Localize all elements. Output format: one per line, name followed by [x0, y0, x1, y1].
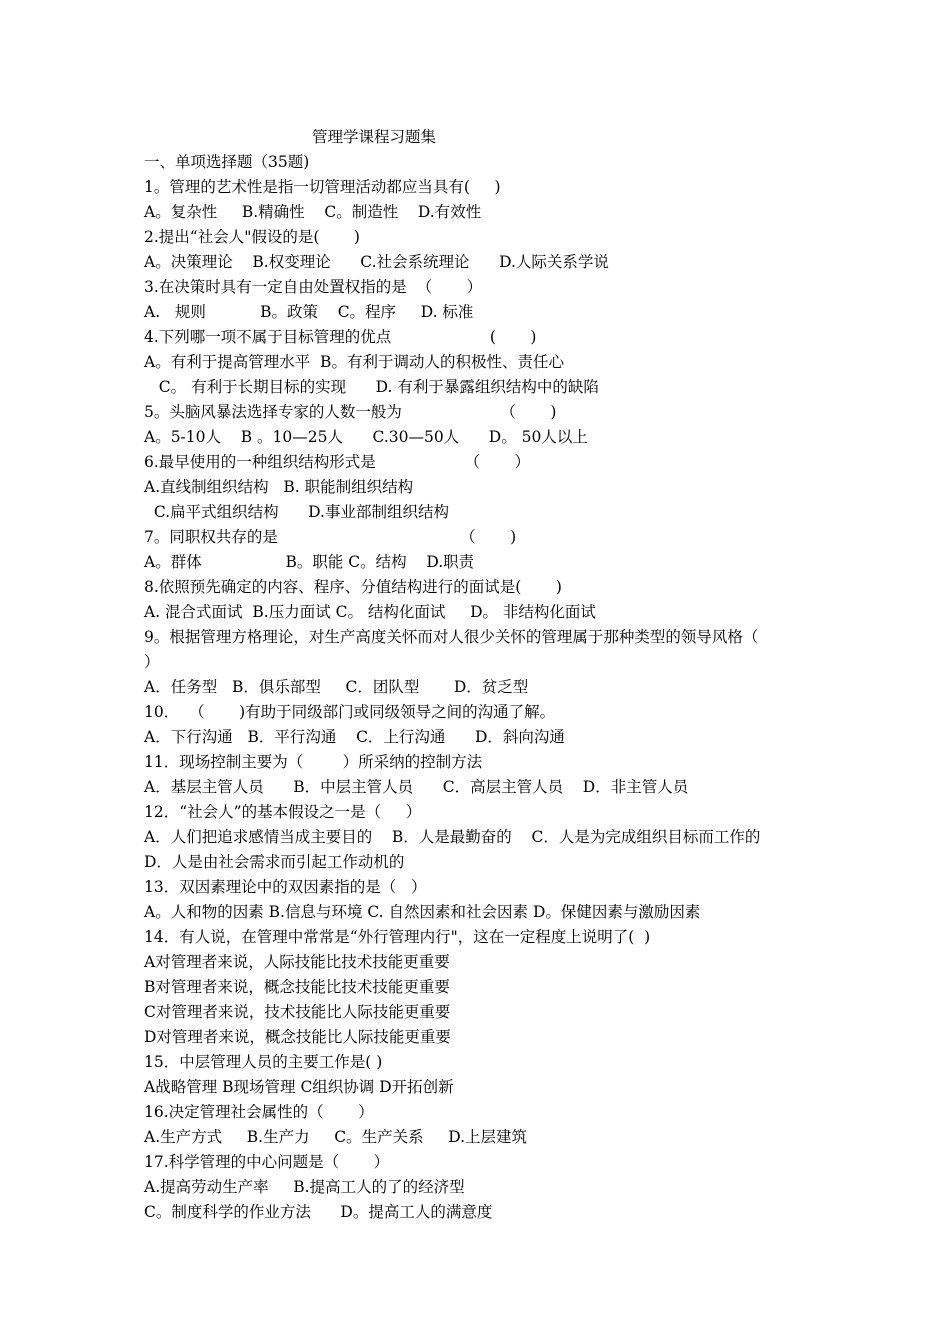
text-line: A.直线制组织结构 B. 职能制组织结构: [144, 478, 414, 496]
text-line: B对管理者来说，概念技能比技术技能更重要: [144, 978, 450, 996]
text-line: 1。管理的艺术性是指一切管理活动都应当具有( ): [144, 178, 501, 196]
text-line: 13．双因素理论中的双因素指的是（ ）: [144, 878, 427, 896]
text-line: C。 有利于长期目标的实现 D. 有利于暴露组织结构中的缺陷: [144, 378, 599, 396]
text-line: 2.提出“社会人"假设的是( ): [144, 228, 360, 246]
text-line: A对管理者来说，人际技能比技术技能更重要: [144, 953, 450, 971]
text-line: ）: [144, 653, 160, 671]
text-line: 8.依照预先确定的内容、程序、分值结构进行的面试是( ): [144, 578, 562, 596]
text-line: A。群体 B。职能 C。结构 D.职责: [144, 553, 475, 571]
text-line: 9。根据管理方格理论，对生产高度关怀而对人很少关怀的管理属于那种类型的领导风格（: [144, 628, 759, 646]
text-line: 11．现场控制主要为（ ）所采纳的控制方法: [144, 753, 483, 771]
document-title: 管理学课程习题集: [312, 128, 437, 146]
text-line: D对管理者来说，概念技能比人际技能更重要: [144, 1028, 451, 1046]
text-line: A。有利于提高管理水平 B。有利于调动人的积极性、责任心: [144, 353, 564, 371]
text-line: 12．“社会人”的基本假设之一是（ ）: [144, 803, 422, 821]
text-line: 14．有人说，在管理中常常是“外行管理内行"，这在一定程度上说明了( ): [144, 928, 651, 946]
text-line: A．任务型 B．俱乐部型 C．团队型 D．贫乏型: [144, 678, 529, 696]
text-line: 17.科学管理的中心问题是（ ）: [144, 1153, 390, 1171]
text-line: 7。同职权共存的是 （ ): [144, 528, 517, 546]
text-line: 6.最早使用的一种组织结构形式是 （ ）: [144, 453, 530, 471]
text-line: C.扁平式组织结构 D.事业部制组织结构: [144, 503, 449, 521]
document-body: [144, 150, 824, 1225]
text-line: A。人和物的因素 B.信息与环境 C. 自然因素和社会因素 D。保健因素与激励因素: [144, 903, 701, 921]
text-line: 3.在决策时具有一定自由处置权指的是 （ ）: [144, 278, 483, 296]
text-line: 一、单项选择题（35题): [144, 153, 310, 171]
text-line: A.生产方式 B.生产力 C。生产关系 D.上层建筑: [144, 1128, 528, 1146]
text-line: A. 混合式面试 B.压力面试 C。 结构化面试 D。 非结构化面试: [144, 603, 596, 621]
text-line: 16.决定管理社会属性的（ ）: [144, 1103, 374, 1121]
text-line: A．下行沟通 B．平行沟通 C．上行沟通 D．斜向沟通: [144, 728, 565, 746]
text-line: C对管理者来说，技术技能比人际技能更重要: [144, 1003, 451, 1021]
text-line: C。制度科学的作业方法 D。提高工人的满意度: [144, 1203, 493, 1221]
text-line: D．人是由社会需求而引起工作动机的: [144, 853, 405, 871]
text-line: 10． （ )有助于同级部门或同级领导之间的沟通了解。: [144, 703, 556, 721]
text-line: A．基层主管人员 B．中层主管人员 C．高层主管人员 D．非主管人员: [144, 778, 689, 796]
text-line: A。5-10人 B 。10—25人 C.30—50人 D。 50人以上: [144, 428, 588, 446]
text-line: A。决策理论 B.权变理论 C.社会系统理论 D.人际关系学说: [144, 253, 609, 271]
text-line: 4.下列哪一项不属于目标管理的优点 ( ): [144, 328, 537, 346]
text-line: A战略管理 B现场管理 C组织协调 D开拓创新: [144, 1078, 454, 1096]
text-line: A．人们把追求感情当成主要目的 B．人是最勤奋的 C．人是为完成组织目标而工作的: [144, 828, 761, 846]
text-line: 5。头脑风暴法选择专家的人数一般为 （ ): [144, 403, 557, 421]
text-line: A。复杂性 B.精确性 C。制造性 D.有效性: [144, 203, 482, 221]
text-line: A.提高劳动生产率 B.提高工人的了的经济型: [144, 1178, 465, 1196]
text-line: A. 规则 B。政策 C。程序 D. 标准: [144, 303, 474, 321]
text-line: 15．中层管理人员的主要工作是( ): [144, 1053, 383, 1071]
